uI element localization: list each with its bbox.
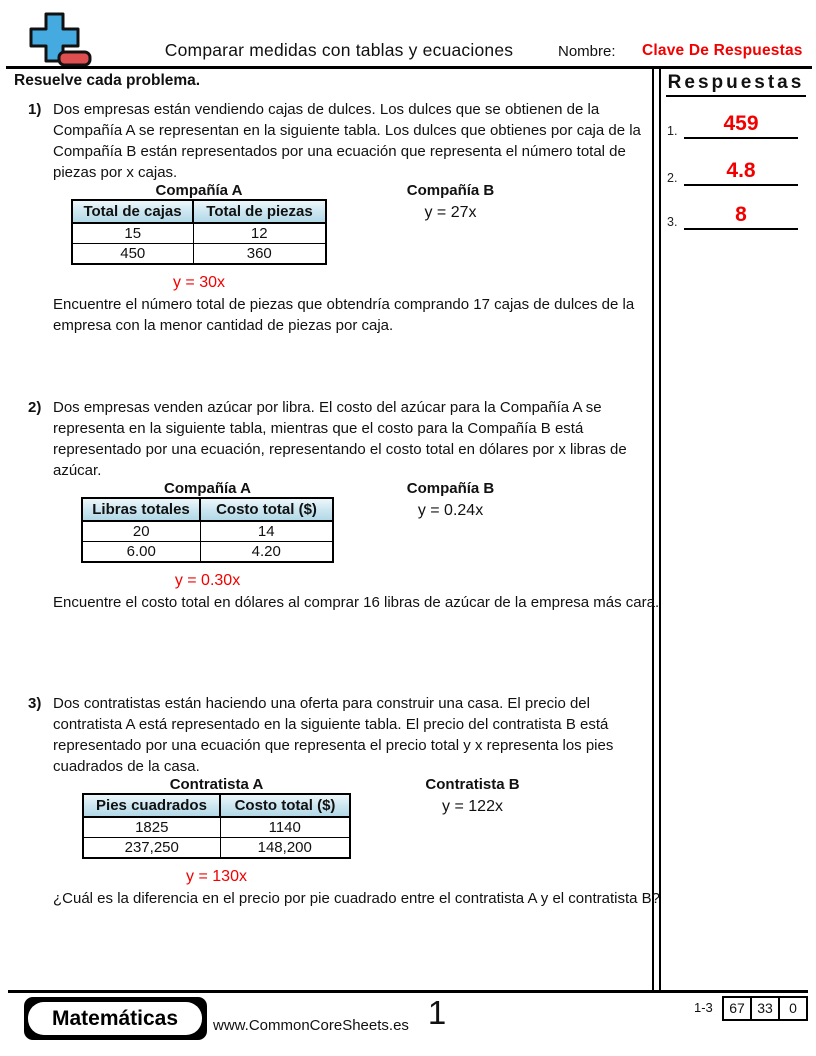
company-b-equation: y = 0.24x [417,502,484,519]
score-cell: 0 [778,996,808,1021]
subject-badge-label: Matemáticas [28,1002,202,1035]
company-b-title: Compañía B [406,480,495,497]
name-label: Nombre: [558,43,616,60]
company-a-equation: y = 0.30x [174,572,241,589]
website-url: www.CommonCoreSheets.es [213,1017,409,1034]
answer-number-1: 1. [667,124,678,138]
company-a-title: Compañía A [155,182,243,199]
column-header: Pies cuadrados [83,794,220,817]
contractor-a-title: Contratista A [169,776,264,793]
table-cell: 6.00 [82,542,200,563]
contractor-a-equation: y = 130x [186,868,247,885]
table-cell: 14 [200,521,333,542]
table-row [83,838,350,859]
problem-text: Dos contratistas están haciendo una oferta para construir una casa. El precio del contratista A está representado en la siguiente tabla. El precio del contratista B está representado por una ecuación que representa el precio total y x representa los pies cuadrados de la casa. [53,695,614,775]
score-cell: 33 [750,996,780,1021]
contractor-b-block [380,776,565,816]
company-a-block [81,480,334,589]
answer-number-3: 3. [667,215,678,229]
answer-value-2: 4.8 [726,159,756,182]
problem-number: 3) [28,695,42,712]
company-a-title: Compañía A [164,480,251,497]
problem-tables [28,480,660,589]
company-a-table [71,199,327,265]
company-b-title: Compañía B [406,182,495,199]
table-cell: 15 [72,223,193,244]
table-row [82,542,333,563]
page-number: 1 [427,994,447,1031]
table-cell: 360 [193,244,326,265]
answer-blank-2 [684,184,798,186]
score-table [722,996,808,1021]
column-header: Total de piezas [193,200,326,223]
contractor-b-title: Contratista B [425,776,520,793]
answer-number-2: 2. [667,171,678,185]
column-header: Libras totales [82,498,200,521]
contractor-a-table [82,793,351,859]
page-title: Comparar medidas con tablas y ecuaciones [164,40,514,60]
contractor-a-block [82,776,351,885]
table-row [83,817,350,838]
company-b-equation: y = 27x [424,204,477,221]
problem-text: Dos empresas venden azúcar por libra. El costo del azúcar para la Compañía A se representa en la siguiente tabla, mientras que el costo para la Compañía B está representado por una ecuación, representando el costo total en dólares por x libras de azúcar. [53,399,627,479]
table-row [72,244,326,265]
problem-tables [28,776,660,885]
table-cell: 20 [82,521,200,542]
instruction-text: Resuelve cada problema. [14,72,201,89]
problem-number: 1) [28,101,42,118]
table-cell: 12 [193,223,326,244]
answer-value-3: 8 [735,203,747,226]
answer-key-name: Clave De Respuestas [642,42,803,59]
column-header: Costo total ($) [200,498,333,521]
problem-range: 1-3 [694,1000,713,1015]
problem-2 [28,397,660,613]
company-a-block [71,182,327,291]
table-row [82,521,333,542]
table-cell: 1140 [220,817,350,838]
company-b-block [358,480,543,520]
problem-tables [28,182,660,291]
problem-question: ¿Cuál es la diferencia en el precio por pie cuadrado entre el contratista A y el contratista B? [53,890,661,907]
table-cell: 4.20 [200,542,333,563]
table-cell: 450 [72,244,193,265]
problem-question: Encuentre el costo total en dólares al comprar 16 libras de azúcar de la empresa más cara. [53,594,660,611]
table-cell: 148,200 [220,838,350,859]
table-row [72,223,326,244]
problem-text: Dos empresas están vendiendo cajas de dulces. Los dulces que se obtienen de la Compañía A se representan en la siguiente tabla. Los dulces que obtienes por caja de la Compañía B están representados por una ecuación que representa el número total de piezas por x cajas. [53,101,641,181]
problem-1 [28,99,660,336]
answer-blank-3 [684,228,798,230]
problem-3 [28,693,660,909]
plus-minus-logo-icon [22,11,94,69]
company-a-equation: y = 30x [172,274,226,291]
table-cell: 1825 [83,817,220,838]
table-cell: 237,250 [83,838,220,859]
answer-value-1: 459 [723,112,759,135]
answers-title: Respuestas [660,72,812,97]
column-header: Costo total ($) [220,794,350,817]
header-rule [6,66,812,69]
answer-blank-1 [684,137,798,139]
problem-number: 2) [28,399,42,416]
company-b-block [358,182,543,222]
footer-rule [8,990,808,993]
score-cell: 67 [722,996,752,1021]
column-header: Total de cajas [72,200,193,223]
company-a-table [81,497,334,563]
contractor-b-equation: y = 122x [442,798,503,815]
problem-question: Encuentre el número total de piezas que obtendría comprando 17 cajas de dulces de la empresa con la menor cantidad de piezas por caja. [53,296,635,334]
subject-badge [24,997,207,1040]
